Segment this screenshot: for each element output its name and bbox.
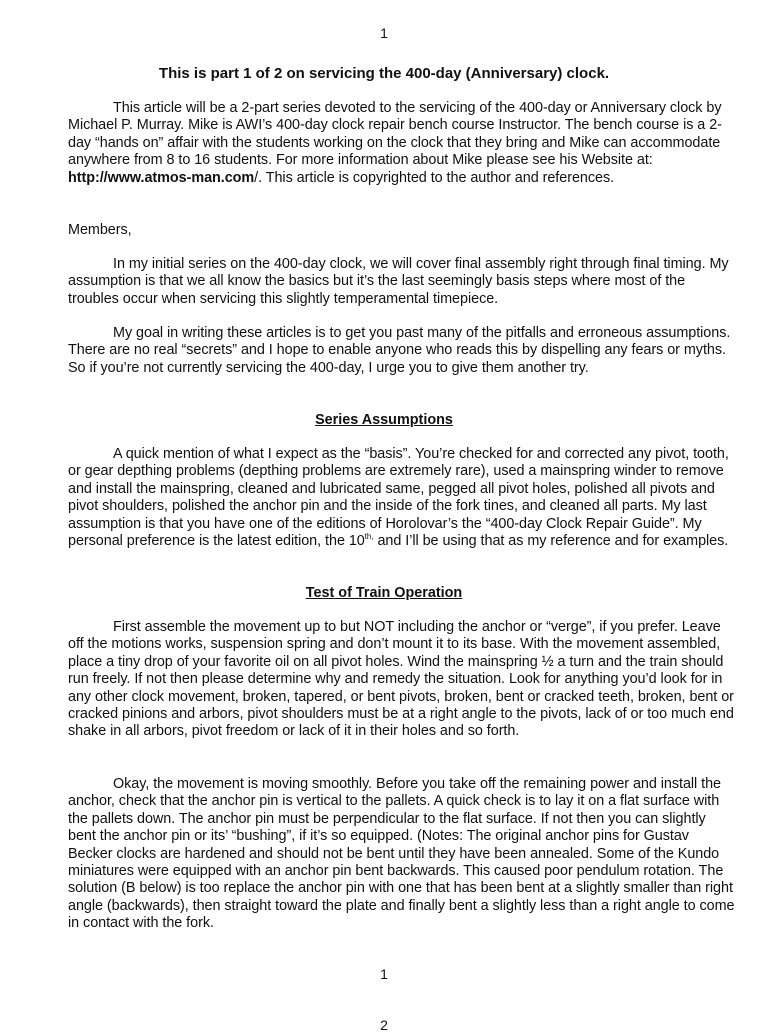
page-number-bottom: 1 — [380, 966, 388, 982]
intro-text-end: /. This article is copyrighted to the author and references. — [254, 169, 615, 186]
page-number-top: 1 — [380, 25, 388, 41]
assumptions-paragraph — [68, 446, 736, 550]
website-link[interactable]: http://www.atmos-man.com — [68, 169, 255, 186]
edition-superscript: th, — [364, 532, 374, 542]
salutation: Members, — [68, 222, 132, 238]
next-page-number: 2 — [380, 1017, 388, 1033]
initial-series-paragraph — [68, 256, 736, 308]
train-paragraph-1 — [68, 619, 736, 741]
article-title: This is part 1 of 2 on servicing the 400-day (Anniversary) clock. — [158, 65, 610, 82]
series-assumptions-heading: Series Assumptions — [315, 412, 453, 428]
intro-text: This article will be a 2-part series devoted to the servicing of the 400-day or Anniversary clock by Michael P. Murray. Mike is AWI’s 400-day clock repair bench course Instructor. The bench course is a 2-day “hands on” affair with the students working on the clock that they bring and Mike can accommodate anywhere from 8 to 16 students. For more information about Mike please see his Website at: — [68, 100, 722, 169]
goal-text: My goal in writing these articles is to get you past many of the pitfalls and erroneous assumptions. There are no real “secrets” and I hope to enable anyone who reads this by dispelling any fears or myths. So if you’re not currently servicing the 400-day, I urge you to give them another try. — [68, 325, 731, 376]
train-text-2: Okay, the movement is moving smoothly. Before you take off the remaining power and install the anchor, check that the anchor pin is vertical to the pallets. A quick check is to lay it on a flat surface with the pallets down. The anchor pin must be perpendicular to the flat surface. If not then you can slightly bent the anchor pin or its’ “bushing”, if it’s so equipped. (Notes: The original anchor pins for Gustav Becker clocks are hardened and should not be bent until they have been annealed. Some of the Kundo miniatures were equipped with an anchor pin bent backwards. This caused poor pendulum rotation. The solution (B below) is too replace the anchor pin with one that has been bent at a slightly smaller than right angle (backwards), then straight toward the plate and finally bent a slightly less than a right angle to come in contact with the fork. — [68, 776, 735, 932]
goal-paragraph — [68, 325, 736, 377]
train-paragraph-2 — [68, 776, 736, 933]
train-text-1: First assemble the movement up to but NOT including the anchor or “verge”, if you prefer. Leave off the motions works, suspension spring and don’t mount it to its base. With the movement assembled, place a tiny drop of your favorite oil on all pivot holes. Wind the mainspring ½ a turn and the train should run freely. If not then please determine why and remedy the situation. Look for anything you’d look for in any other clock movement, broken, tapered, or bent pivots, broken, bent or cracked teeth, broken, bent or cracked pinions and arbors, pivot shoulders must be at a right angle to the pivots, lack of or too much end shake in all arbors, pivot freedom or lack of it in their holes and so forth. — [68, 619, 734, 740]
assumptions-text-end: and I’ll be using that as my reference and for examples. — [373, 533, 729, 550]
intro-paragraph — [68, 100, 736, 187]
train-operation-heading: Test of Train Operation — [305, 585, 463, 601]
assumptions-text: A quick mention of what I expect as the “basis”. You’re checked for and corrected any pivot, tooth, or gear depthing problems (depthing problems are extremely rare), used a mainspring winder to remove and install the mainspring, cleaned and lubricated same, pegged all pivot holes, polished all pivots and pivot shoulders, polished the anchor pin and the inside of the fork tines, and cleaned all parts. My last assumption is that you have one of the editions of Horolovar’s the “400-day Clock Repair Guide”. My personal preference is the latest edition, the 10 — [68, 446, 729, 550]
initial-series-text: In my initial series on the 400-day clock, we will cover final assembly right through final timing. My assumption is that we all know the basics but it’s the last seemingly basis steps where most of the troubles occur when servicing this slightly temperamental timepiece. — [68, 256, 729, 307]
